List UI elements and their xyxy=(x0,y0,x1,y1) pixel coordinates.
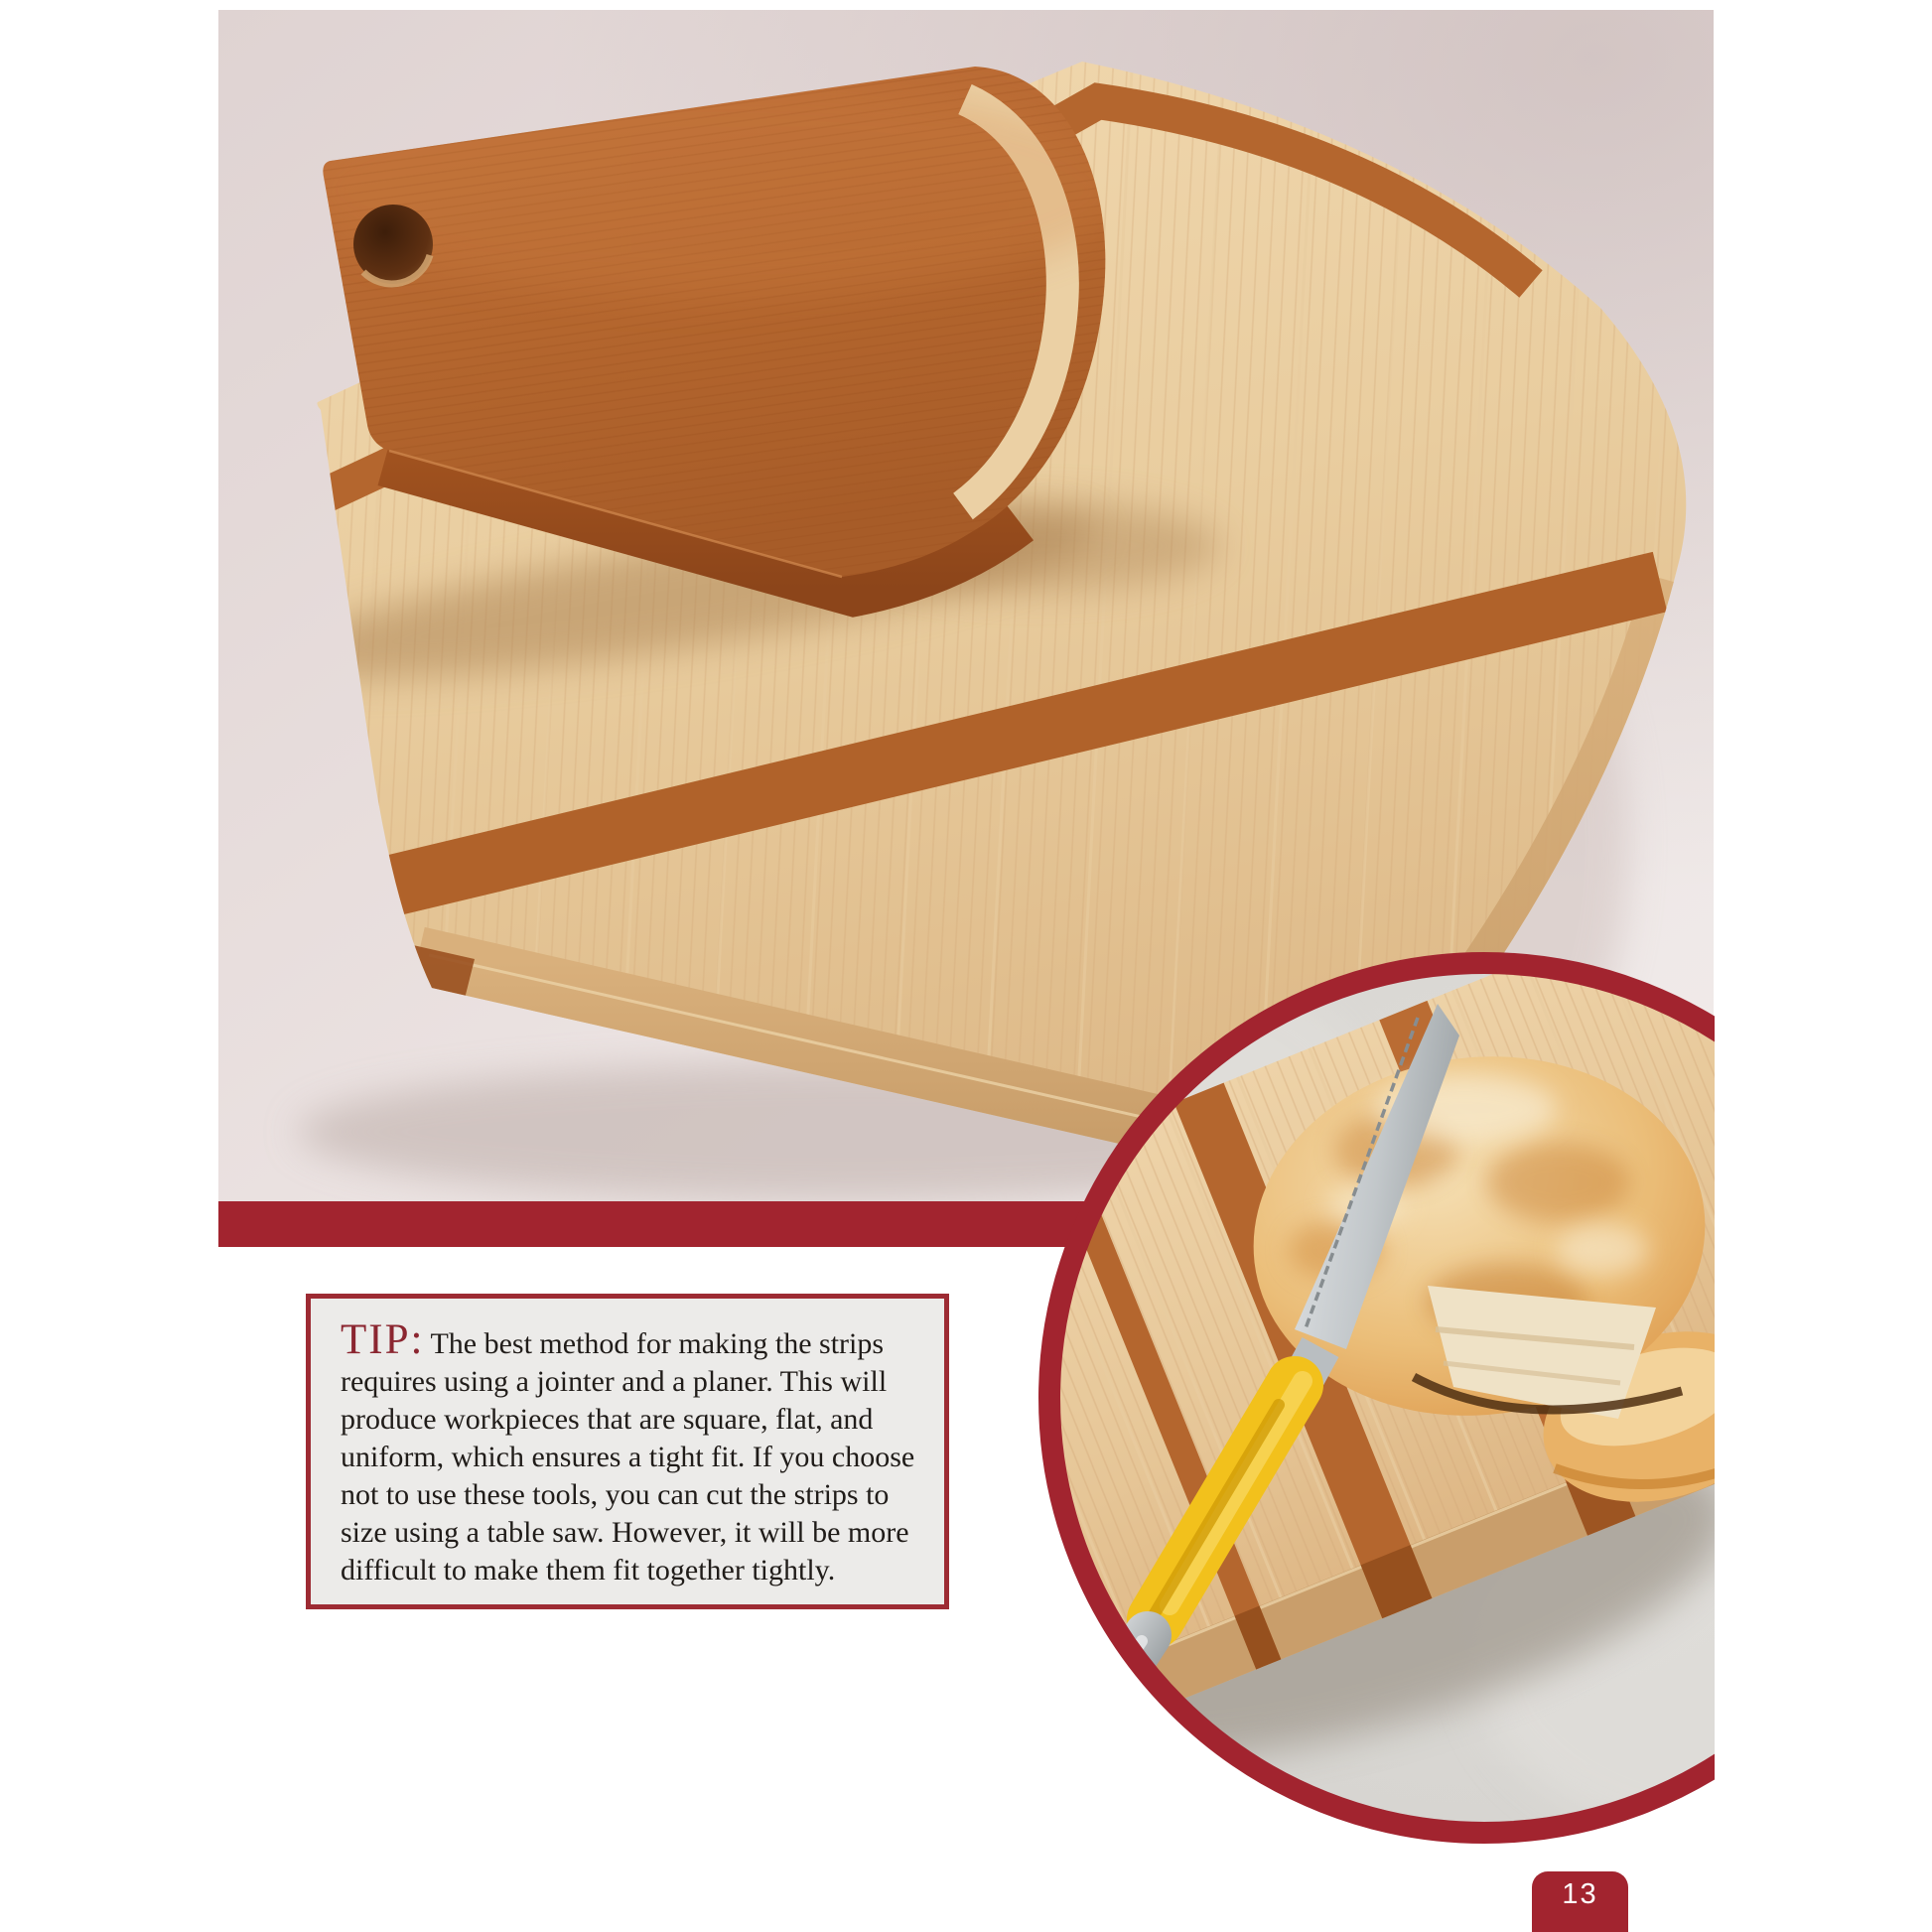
tip-label: TIP: xyxy=(341,1316,425,1363)
inset-photo-clip xyxy=(1033,943,1715,1848)
page-number: 13 xyxy=(1562,1878,1598,1910)
tip-box xyxy=(306,1294,949,1609)
inset-photo-bread-board xyxy=(1038,952,1715,1844)
page-number-badge xyxy=(1532,1871,1628,1932)
tip-paragraph xyxy=(341,1318,916,1589)
tip-body-text: The best method for making the strips requires using a jointer and a planer. This will produce workpieces that are square, flat, and uniform, which ensures a tight fit. If you choose not to use these tools, you can cut the strips to size using a table saw. However, it will be more difficult to make them fit together tightly. xyxy=(341,1327,915,1587)
